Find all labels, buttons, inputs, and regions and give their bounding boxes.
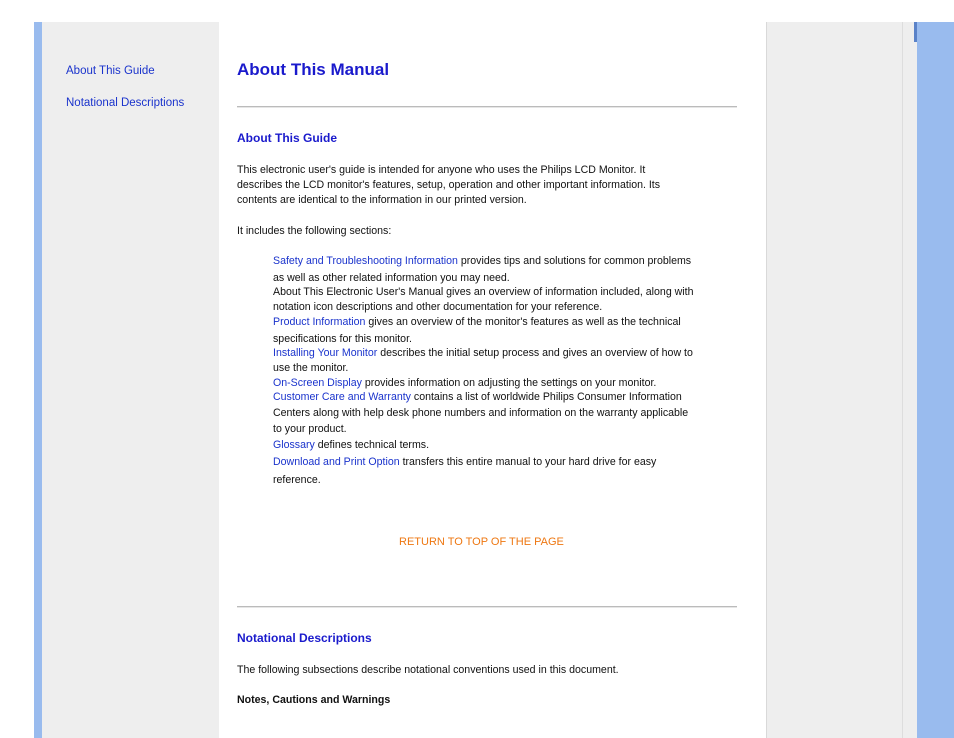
customer-desc: contains a list of worldwide Philips Consumer Information bbox=[410, 391, 682, 403]
notes-cautions-heading: Notes, Cautions and Warnings bbox=[237, 694, 391, 706]
section-about-electronic-cont: notation icon descriptions and other documentation for your reference. bbox=[273, 301, 603, 313]
return-to-top-link[interactable]: RETURN TO TOP OF THE PAGE bbox=[399, 536, 564, 548]
left-nav-panel bbox=[42, 22, 219, 738]
right-gray-panel bbox=[766, 22, 917, 738]
section-product bbox=[273, 316, 681, 328]
section-customer-cont-1: Centers along with help desk phone numbers and information on the warranty applicable bbox=[273, 407, 689, 419]
right-blue-bar bbox=[917, 22, 954, 738]
section-safety bbox=[273, 255, 691, 267]
installing-desc: describes the initial setup process and gives an overview of how to bbox=[377, 347, 693, 359]
left-blue-bar bbox=[34, 22, 42, 738]
section-download bbox=[273, 456, 656, 468]
on-screen-display-link[interactable]: On-Screen Display bbox=[273, 377, 362, 389]
glossary-desc: defines technical terms. bbox=[314, 439, 430, 451]
includes-text: It includes the following sections: bbox=[237, 225, 392, 237]
download-print-link[interactable]: Download and Print Option bbox=[273, 456, 400, 468]
safety-desc: provides tips and solutions for common problems bbox=[457, 255, 692, 267]
about-guide-heading: About This Guide bbox=[237, 131, 337, 145]
nav-link-about-this-guide[interactable]: About This Guide bbox=[66, 65, 155, 77]
divider-top bbox=[237, 106, 737, 108]
section-customer-cont-2: to your product. bbox=[273, 423, 347, 435]
customer-care-link[interactable]: Customer Care and Warranty bbox=[273, 391, 411, 403]
nav-link-notational-descriptions[interactable]: Notational Descriptions bbox=[66, 97, 185, 109]
product-information-link[interactable]: Product Information bbox=[273, 316, 366, 328]
download-desc: transfers this entire manual to your hard drive for easy bbox=[399, 456, 657, 468]
osd-desc: provides information on adjusting the settings on your monitor. bbox=[361, 377, 657, 389]
page-title: About This Manual bbox=[237, 60, 390, 79]
section-about-electronic: About This Electronic User's Manual gives an overview of information included, along with bbox=[273, 286, 694, 298]
glossary-link[interactable]: Glossary bbox=[273, 439, 315, 451]
product-desc: gives an overview of the monitor's features as well as the technical bbox=[365, 316, 681, 328]
section-installing-cont: use the monitor. bbox=[273, 362, 349, 374]
notational-text: The following subsections describe notational conventions used in this document. bbox=[237, 664, 619, 676]
intro-line-3: contents are identical to the information in our printed version. bbox=[237, 194, 527, 206]
intro-line-2: describes the LCD monitor's features, setup, operation and other important information. Its bbox=[237, 179, 661, 191]
installing-monitor-link[interactable]: Installing Your Monitor bbox=[273, 347, 378, 359]
divider-middle bbox=[237, 606, 737, 608]
safety-link[interactable]: Safety and Troubleshooting Information bbox=[273, 255, 458, 267]
section-customer bbox=[273, 391, 682, 403]
section-glossary bbox=[273, 439, 429, 451]
section-safety-cont: as well as other related information you may need. bbox=[273, 272, 510, 284]
section-download-cont: reference. bbox=[273, 474, 321, 486]
right-panel-divider bbox=[902, 22, 903, 738]
notational-heading: Notational Descriptions bbox=[237, 631, 372, 645]
section-osd bbox=[273, 377, 656, 389]
intro-line-1: This electronic user's guide is intended for anyone who uses the Philips LCD Monitor. It bbox=[237, 164, 646, 176]
section-product-cont: specifications for this monitor. bbox=[273, 333, 412, 345]
section-installing bbox=[273, 347, 693, 359]
